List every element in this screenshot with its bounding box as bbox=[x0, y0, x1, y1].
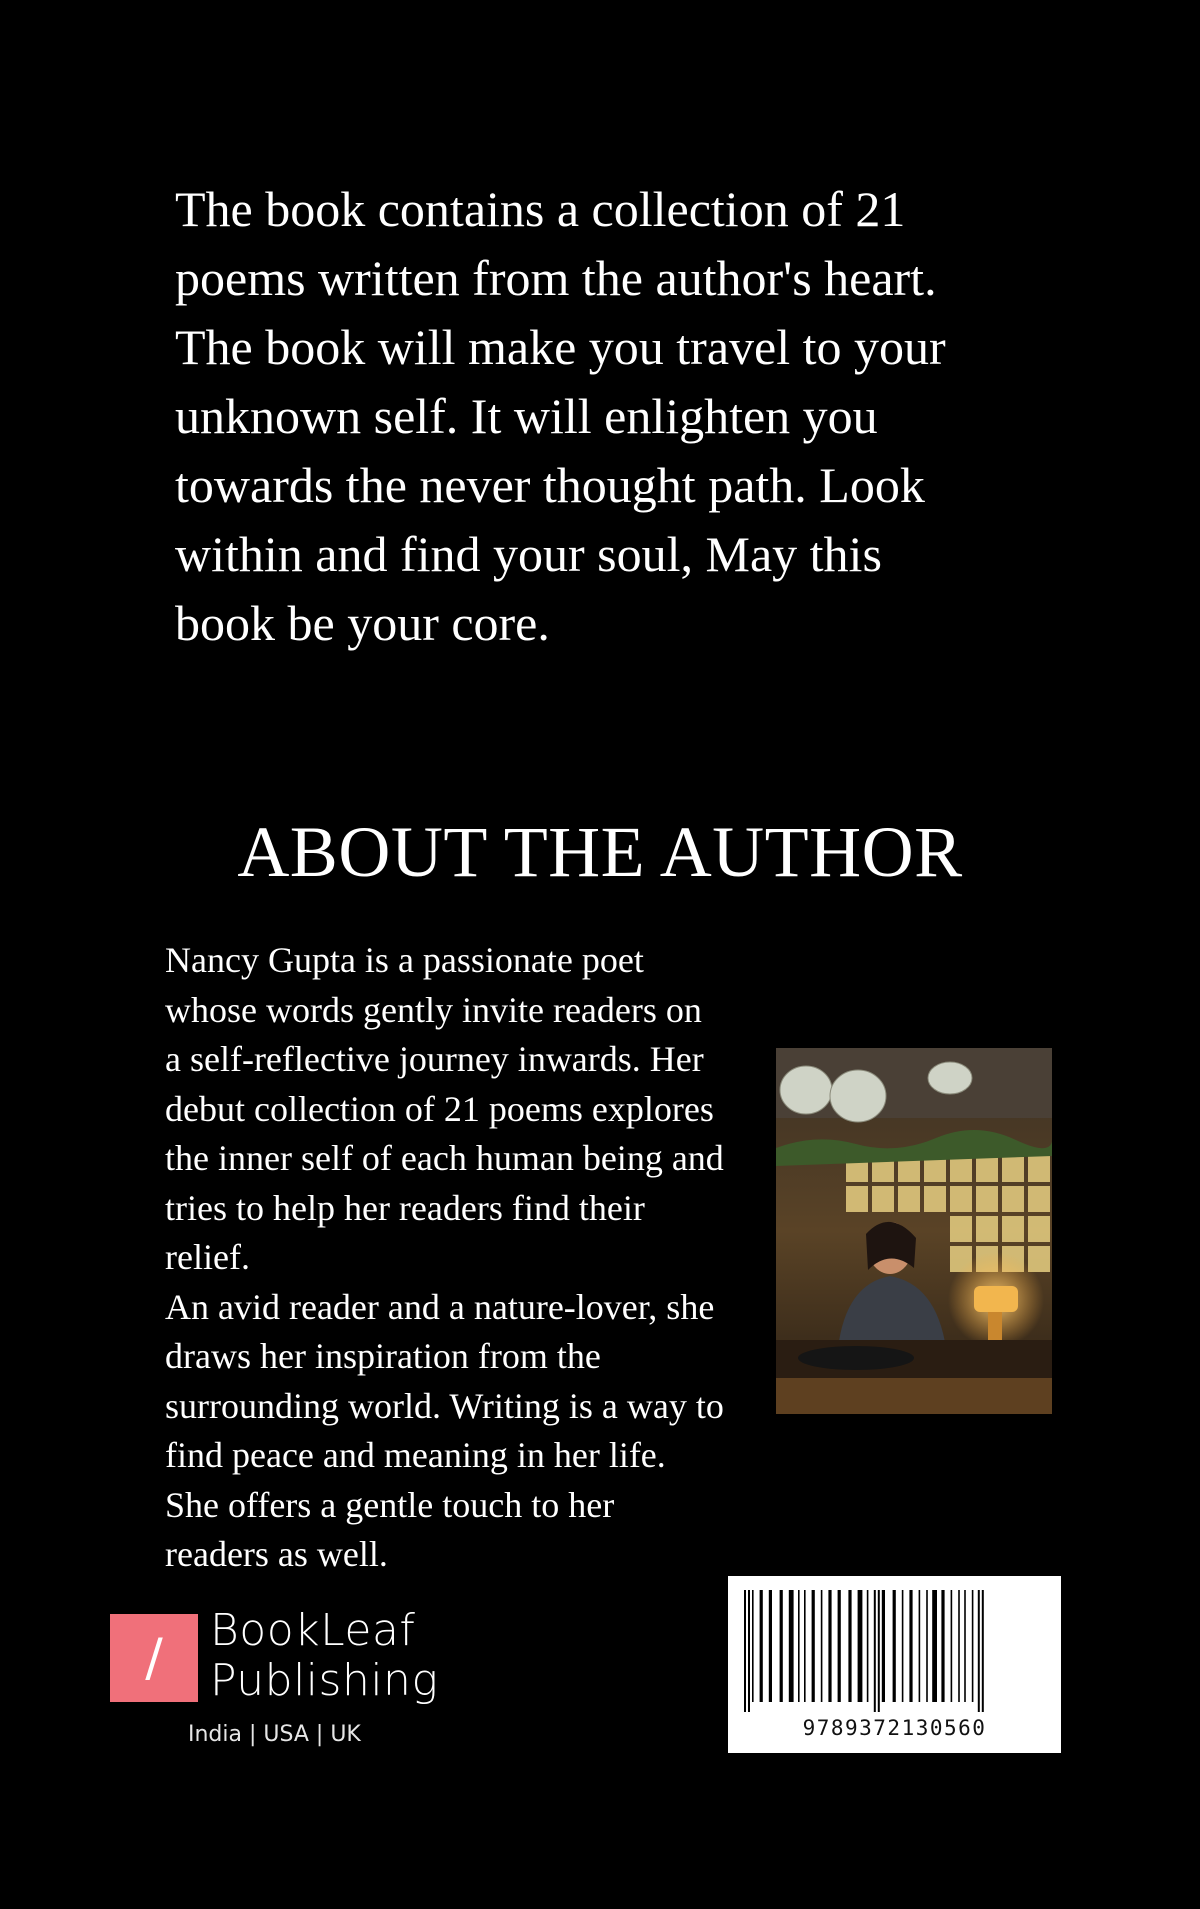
barcode-bars-icon bbox=[742, 1590, 1047, 1712]
isbn-number: 9789372130560 bbox=[802, 1716, 987, 1740]
barcode-bar bbox=[780, 1590, 783, 1702]
barcode-bar bbox=[744, 1590, 746, 1712]
barcode-bar bbox=[748, 1590, 750, 1712]
barcode-bar bbox=[964, 1590, 966, 1702]
bio-line: Nancy Gupta is a passionate poet bbox=[165, 940, 644, 980]
blurb-line: unknown self. It will enlighten you bbox=[175, 388, 878, 444]
publisher-block bbox=[110, 1605, 530, 1752]
publisher-name-line1: BookLeaf bbox=[210, 1605, 416, 1656]
barcode-bar bbox=[812, 1590, 815, 1702]
barcode-bar bbox=[798, 1590, 800, 1702]
bio-line: relief. bbox=[165, 1237, 250, 1277]
barcode-bar bbox=[982, 1590, 984, 1712]
blurb-line: towards the never thought path. Look bbox=[175, 457, 925, 513]
bio-line: a self-reflective journey inwards. Her bbox=[165, 1039, 704, 1079]
about-author-heading: ABOUT THE AUTHOR bbox=[237, 812, 963, 892]
barcode-bar bbox=[821, 1590, 823, 1702]
back-cover-blurb bbox=[175, 175, 1055, 658]
bio-line: the inner self of each human being and bbox=[165, 1138, 724, 1178]
blurb-line: The book will make you travel to your bbox=[175, 319, 946, 375]
author-bio bbox=[165, 936, 775, 1580]
publisher-name bbox=[210, 1606, 438, 1706]
bio-line: whose words gently invite readers on bbox=[165, 989, 702, 1030]
bio-line: draws her inspiration from the bbox=[165, 1336, 601, 1376]
barcode-bar bbox=[760, 1590, 763, 1702]
blurb-line: The book contains a collection of 21 bbox=[175, 181, 906, 237]
bio-line: debut collection of 21 poems explores bbox=[165, 1088, 714, 1129]
barcode-bar bbox=[941, 1590, 944, 1702]
barcode-bar bbox=[867, 1590, 869, 1702]
bio-line: readers as well. bbox=[165, 1534, 388, 1574]
barcode-bar bbox=[752, 1590, 754, 1702]
barcode-bar bbox=[769, 1590, 772, 1702]
publisher-regions: India | USA | UK bbox=[188, 1722, 361, 1747]
bio-line: She offers a gentle touch to her bbox=[165, 1484, 615, 1525]
publisher-name-line2: Publishing bbox=[210, 1655, 439, 1706]
barcode-bar bbox=[874, 1590, 876, 1712]
barcode-bar bbox=[828, 1590, 831, 1702]
barcode-bar bbox=[919, 1590, 921, 1702]
barcode-bar bbox=[893, 1590, 896, 1702]
barcode-bar bbox=[838, 1590, 841, 1702]
publisher-logo-icon: / bbox=[110, 1614, 198, 1702]
barcode-bar bbox=[848, 1590, 851, 1702]
barcode-bar bbox=[878, 1590, 880, 1712]
barcode-bar bbox=[978, 1590, 980, 1712]
barcode-bar bbox=[909, 1590, 912, 1702]
blurb-line: poems written from the author's heart. bbox=[175, 250, 937, 306]
barcode-bar bbox=[926, 1590, 928, 1702]
barcode-bar bbox=[932, 1590, 937, 1702]
bio-line: tries to help her readers find their bbox=[165, 1187, 645, 1228]
author-photo bbox=[776, 1048, 1052, 1414]
isbn-barcode bbox=[728, 1576, 1061, 1753]
barcode-bar bbox=[789, 1590, 794, 1702]
barcode-bar bbox=[902, 1590, 904, 1702]
bio-line: surrounding world. Writing is a way to bbox=[165, 1385, 724, 1426]
blurb-line: within and find your soul, May this bbox=[175, 526, 882, 582]
bio-line: An avid reader and a nature-lover, she bbox=[165, 1286, 715, 1327]
bio-line: find peace and meaning in her life. bbox=[165, 1435, 666, 1475]
barcode-bar bbox=[958, 1590, 960, 1702]
barcode-bar bbox=[972, 1590, 974, 1702]
blurb-line: book be your core. bbox=[175, 595, 550, 651]
barcode-bar bbox=[951, 1590, 953, 1702]
barcode-bar bbox=[882, 1590, 885, 1702]
barcode-bar bbox=[804, 1590, 806, 1702]
barcode-bar bbox=[858, 1590, 863, 1702]
